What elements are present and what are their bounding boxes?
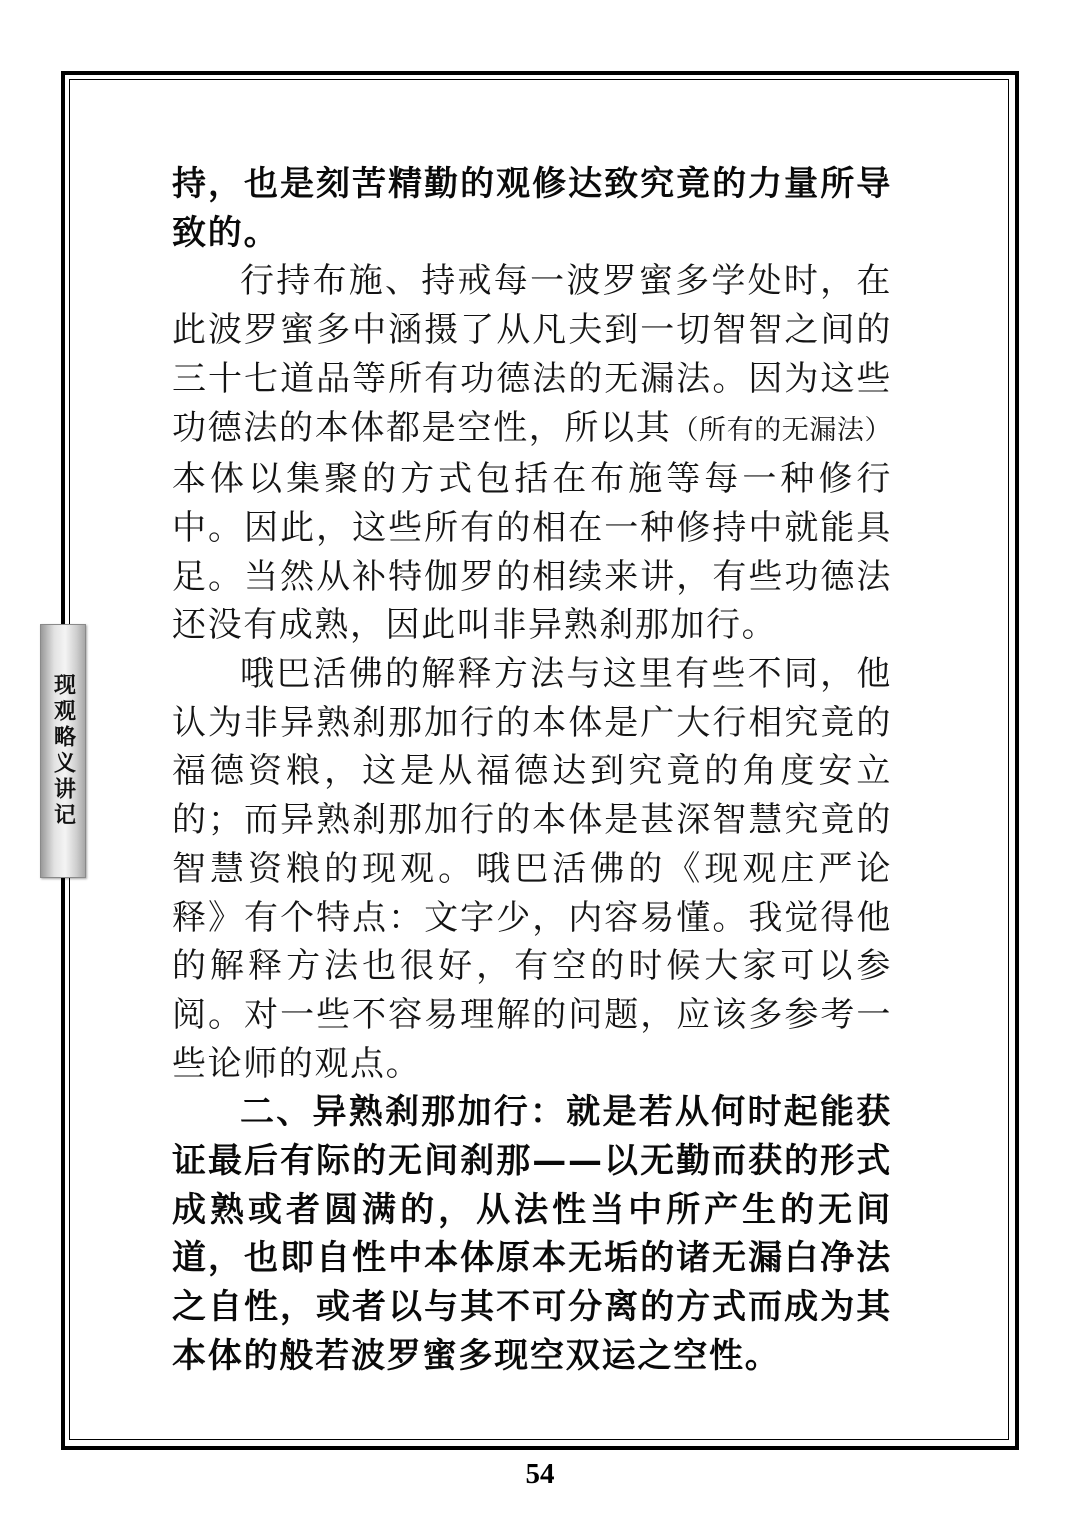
- paragraph-4: 二、异熟刹那加行：就是若从何时起能获证最后有际的无间刹那——以无勤而获的形式成熟或者圆满的，从法性当中所产生的无间道，也即自性中本体原本无垢的诸无漏白净法之自性，或者以与其不可分离的方式而成为其本体的般若波罗蜜多现空双运之空性。: [172, 1092, 892, 1376]
- paragraph-2-main: 行持布施、持戒每一波罗蜜多学处时，在此波罗蜜多中涵摄了从凡夫到一切智智之间的三十七道品等所有功德法的无漏法。因为这些功德法的本体都是空性，所以其: [172, 261, 892, 448]
- page-number: 54: [525, 1458, 555, 1490]
- side-tab-title: 现观略义讲记: [50, 673, 76, 829]
- page-content: [172, 160, 892, 1381]
- paragraph-3: 哦巴活佛的解释方法与这里有些不同，他认为非异熟刹那加行的本体是广大行相究竟的福德资粮，这是从福德达到究竟的角度安立的；而异熟刹那加行的本体是甚深智慧究竟的智慧资粮的现观。哦巴活佛的《现观庄严论释》有个特点：文字少，内容易懂。我觉得他的解释方法也很好，有空的时候大家可以参阅。对一些不容易理解的问题，应该多参考一些论师的观点。: [172, 654, 892, 1084]
- paragraph-2-rest: 本体以集聚的方式包括在布施等每一种修行中。因此，这些所有的相在一种修持中就能具足。当然从补特伽罗的相续来讲，有些功德法还没有成熟，因此叫非异熟刹那加行。: [172, 459, 892, 646]
- paragraph-1: 持，也是刻苦精勤的观修达致究竟的力量所导致的。: [172, 164, 892, 253]
- paragraph-2: [172, 257, 892, 650]
- paragraph-2-note: （所有的无漏法）: [671, 414, 892, 446]
- side-tab: [40, 624, 86, 878]
